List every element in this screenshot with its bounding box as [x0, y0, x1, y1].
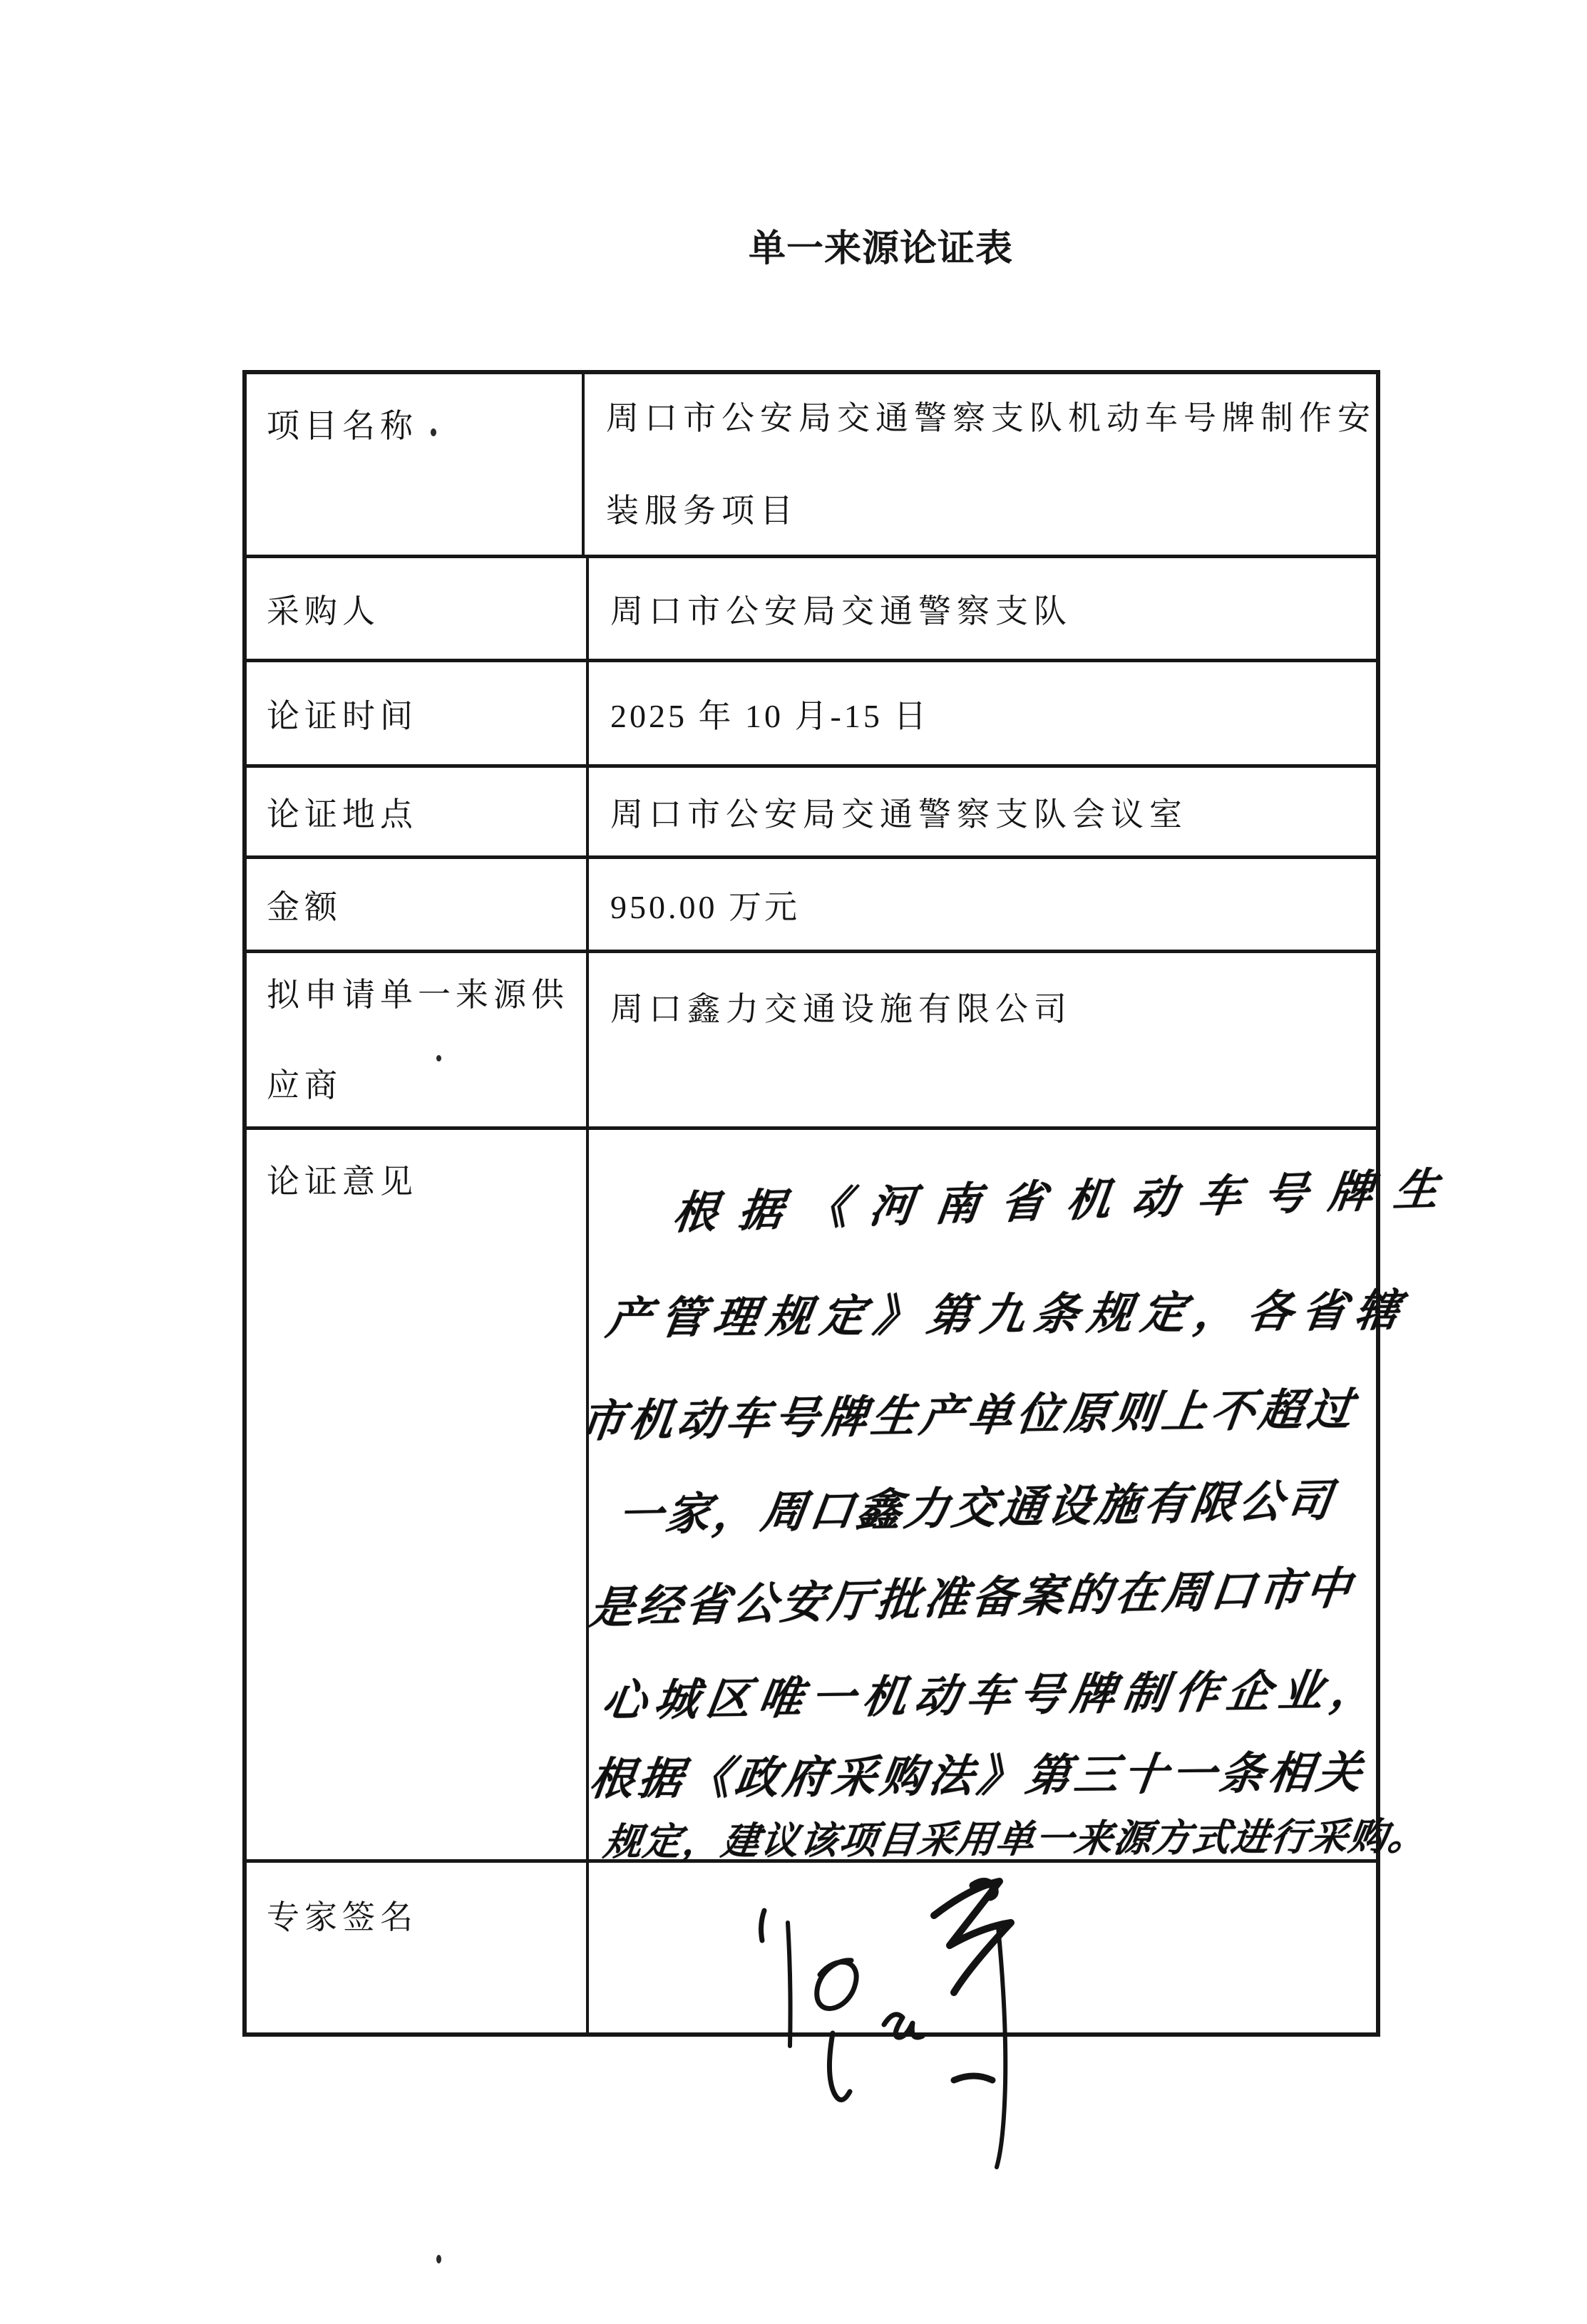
- row-label: 论证意见: [247, 1130, 589, 1859]
- project-name-line-1: 周口市公安局交通警察支队机动车号牌制作安: [606, 399, 1376, 436]
- supplier-label-line-2: 应商: [267, 1066, 342, 1104]
- handwriting-line: 心城区唯一机动车号牌制作企业，: [599, 1666, 1387, 1727]
- table-row-amount: [247, 859, 1376, 953]
- row-value: 周口市公安局交通警察支队会议室: [610, 796, 1188, 833]
- handwriting-line: 市机动车号牌生产单位原则上不超过: [577, 1385, 1360, 1447]
- handwriting-line: 是经省公安厅批准备案的在周口市中: [587, 1564, 1357, 1634]
- handwriting-line: 根据《河南省机动车号牌生: [669, 1165, 1463, 1239]
- row-label: 采购人: [247, 558, 589, 659]
- table-row-supplier: [247, 953, 1376, 1130]
- table-row-opinion: [247, 1130, 1376, 1863]
- handwriting-line: 根据《政府采购法》第三十一条相关: [586, 1749, 1369, 1805]
- row-label: [247, 953, 589, 1126]
- stray-ink-dot: [436, 1055, 441, 1061]
- table-row-date: [247, 662, 1376, 768]
- stray-ink-dot: [431, 428, 436, 436]
- handwriting-line: 一家，周口鑫力交通设施有限公司: [615, 1476, 1338, 1541]
- row-value: 周口市公安局交通警察支队: [610, 592, 1072, 629]
- row-label: 项目名称: [247, 374, 585, 555]
- row-label: 金额: [247, 859, 589, 950]
- row-value: [585, 374, 1376, 555]
- stray-ink-dot: [436, 2255, 441, 2263]
- row-value-handwriting-area: [589, 1130, 1376, 1859]
- justification-table: [242, 370, 1380, 2037]
- row-value: 950.00 万元: [610, 888, 800, 925]
- row-label: 论证地点: [247, 768, 589, 855]
- handwriting-line: 产管理规定》第九条规定，各省辖: [603, 1287, 1413, 1344]
- row-value: 周口鑫力交通设施有限公司: [610, 991, 1072, 1027]
- table-row-location: [247, 768, 1376, 859]
- project-name-line-2: 装服务项目: [606, 492, 798, 529]
- table-row-purchaser: [247, 558, 1376, 662]
- table-row-project-name: [247, 374, 1376, 558]
- row-label: 论证时间: [247, 662, 589, 764]
- expert-signature-handwriting: [727, 1864, 1055, 2185]
- row-label: 专家签名: [247, 1863, 589, 2032]
- supplier-label-line-1: 拟申请单一来源供: [267, 976, 569, 1013]
- row-value: 2025 年 10 月-15 日: [610, 697, 930, 734]
- page-title: 单一来源论证表: [749, 229, 1014, 269]
- handwriting-line: 规定，建议该项目采用单一来源方式进行采购。: [601, 1816, 1431, 1864]
